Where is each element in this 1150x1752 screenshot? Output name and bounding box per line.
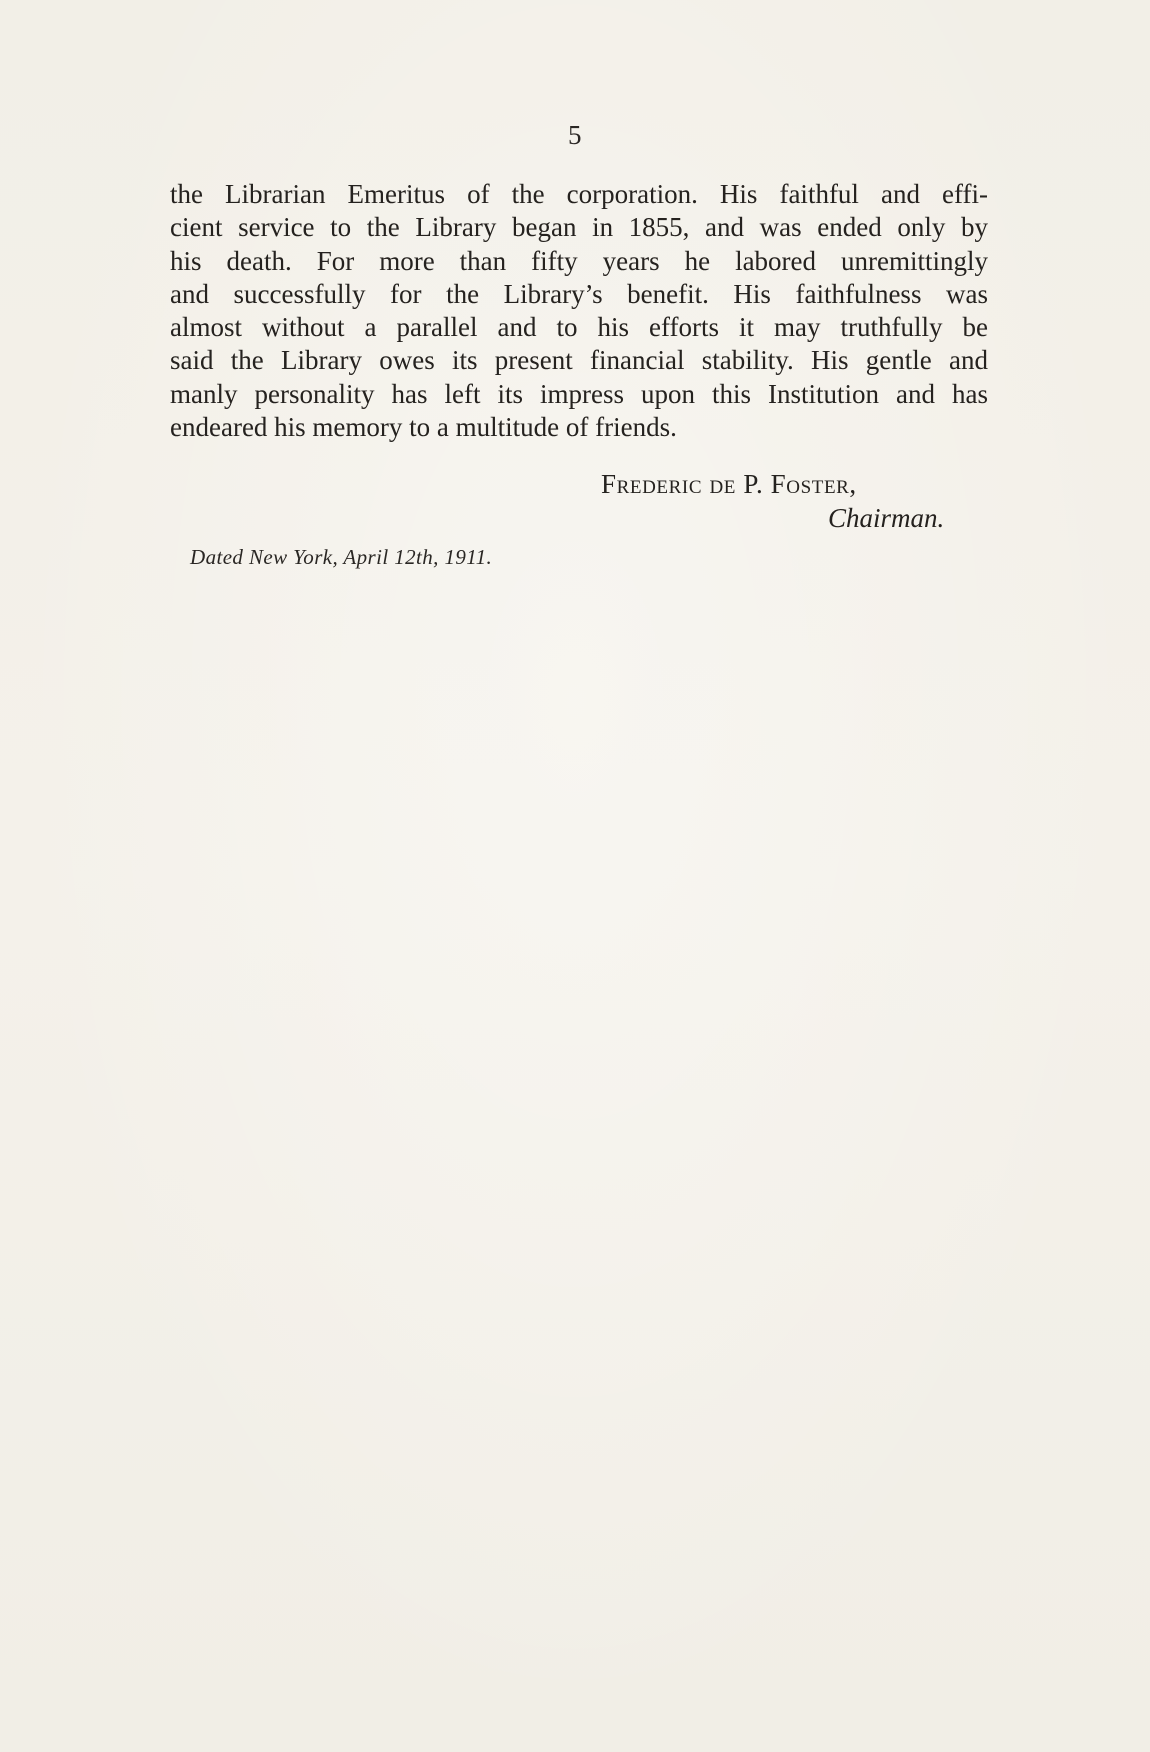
body-line: said the Library owes its present financial stability. His gentle and xyxy=(170,345,988,376)
body-line: the Librarian Emeritus of the corporation. His faithful and effi- xyxy=(170,179,988,209)
body-line: and successfully for the Library’s benefit. His faithfulness was xyxy=(170,278,988,309)
signature-name: Frederic de P. Foster, xyxy=(601,469,857,499)
page-number: 5 xyxy=(568,120,582,150)
body-line: endeared his memory to a multitude of friends. xyxy=(170,412,677,443)
dateline: Dated New York, April 12th, 1911. xyxy=(190,545,493,569)
body-line: his death. For more than fifty years he labored unremittingly xyxy=(170,245,988,276)
signature-title: Chairman. xyxy=(828,503,945,533)
body-line: cient service to the Library began in 1855, and was ended only by xyxy=(170,212,988,243)
body-paragraph xyxy=(170,178,988,444)
body-line: almost without a parallel and to his efforts it may truthfully be xyxy=(170,312,988,343)
body-line: manly personality has left its impress upon this Institution and has xyxy=(170,378,988,409)
